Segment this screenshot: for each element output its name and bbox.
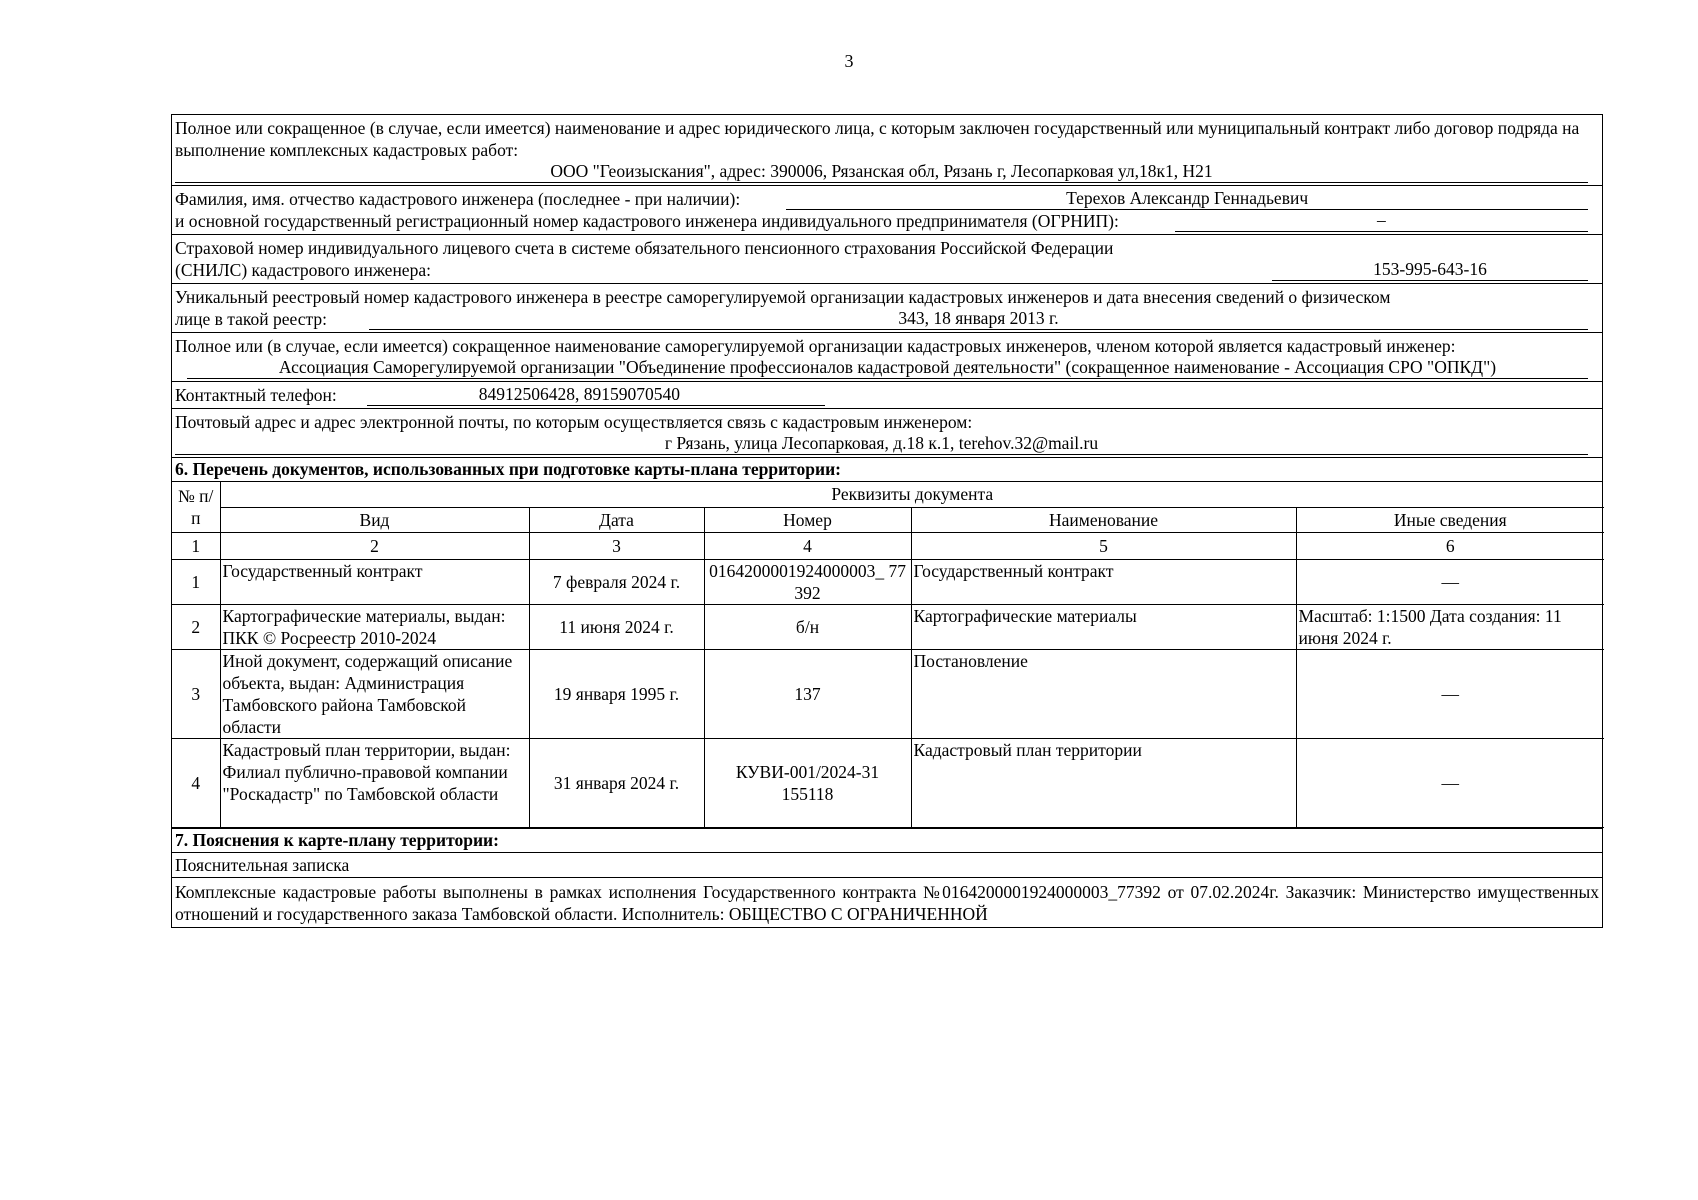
address-value: г Рязань, улица Лесопарковая, д.18 к.1, terehov.32@mail.ru	[175, 433, 1588, 455]
col-number: 1	[172, 532, 220, 559]
row-type: Государственный контракт	[220, 559, 529, 604]
row-number: 0164200001924000003_ 77392	[704, 559, 911, 604]
snils-section	[172, 235, 1602, 284]
col-number: 4	[704, 532, 911, 559]
sro-label: Полное или (в случае, если имеется) сокращенное наименование саморегулируемой организации кадастровых инженеров, членом которой является кадастровый инженер:	[175, 336, 1456, 356]
row-number: б/н	[704, 604, 911, 649]
row-type: Картографические материалы, выдан: ПКК © Росреестр 2010-2024	[220, 604, 529, 649]
table-row	[172, 604, 1604, 649]
documents-table	[172, 482, 1604, 828]
sro-section	[172, 333, 1602, 382]
row-num: 1	[172, 559, 220, 604]
snils-label-line1: Страховой номер индивидуального лицевого счета в системе обязательного пенсионного страхования Российской Федерации	[175, 238, 1114, 258]
engineer-name-row	[175, 188, 1588, 210]
header-name: Наименование	[911, 507, 1296, 532]
explanatory-note: Комплексные кадастровые работы выполнены в рамках исполнения Государственного контракта №0164200001924000003_77392 от 07.02.2024г. Заказчик: Министерство имущественных отношений и государственного заказа Тамбовской области. Исполнитель: ОБЩЕСТВО С ОГРАНИЧЕННОЙ	[175, 881, 1599, 924]
col-number: 3	[529, 532, 704, 559]
address-value-row	[175, 433, 1588, 455]
row-num: 3	[172, 649, 220, 738]
row-number: КУВИ-001/2024-31155118	[704, 738, 911, 827]
row-other: Масштаб: 1:1500 Дата создания: 11 июня 2024 г.	[1296, 604, 1604, 649]
section6-title: 6. Перечень документов, использованных при подготовке карты-плана территории:	[172, 458, 1602, 482]
registry-value: 343, 18 января 2013 г.	[369, 308, 1588, 330]
row-other: —	[1296, 738, 1604, 827]
row-type: Иной документ, содержащий описание объекта, выдан: Администрация Тамбовского района Тамбовской области	[220, 649, 529, 738]
table-row	[172, 738, 1604, 827]
engineer-name-label: Фамилия, имя. отчество кадастрового инженера (последнее - при наличии):	[175, 189, 741, 209]
snils-row	[175, 259, 1588, 281]
legal-entity-value: ООО "Геоизыскания", адрес: 390006, Рязанская обл, Рязань г, Лесопарковая ул,18к1, Н21	[175, 161, 1588, 183]
ogrnip-row	[175, 210, 1588, 232]
legal-entity-label: Полное или сокращенное (в случае, если имеется) наименование и адрес юридического лица, с которым заключен государственный или муниципальный контракт либо договор подряда на выполнение комплексных кадастровых работ:	[175, 118, 1580, 160]
ogrnip-label: и основной государственный регистрационный номер кадастрового инженера индивидуального предпринимателя (ОГРНИП):	[175, 211, 1119, 231]
section7-subtitle: Пояснительная записка	[172, 853, 1602, 878]
row-num: 4	[172, 738, 220, 827]
row-name: Картографические материалы	[911, 604, 1296, 649]
table-row	[172, 649, 1604, 738]
table-row	[172, 559, 1604, 604]
column-number-row	[172, 532, 1604, 559]
address-label: Почтовый адрес и адрес электронной почты, по которым осуществляется связь с кадастровым инженером:	[175, 412, 973, 432]
row-type: Кадастровый план территории, выдан: Филиал публично-правовой компании "Роскадастр" по Тамбовской области	[220, 738, 529, 827]
header-other: Иные сведения	[1296, 507, 1604, 532]
phone-value: 84912506428, 89159070540	[367, 384, 825, 406]
phone-label: Контактный телефон:	[175, 385, 337, 405]
col-number: 6	[1296, 532, 1604, 559]
registry-label-line1: Уникальный реестровый номер кадастрового инженера в реестре саморегулируемой организации кадастровых инженеров и дата внесения сведений о физическом	[175, 287, 1391, 307]
table-header-row	[172, 482, 1604, 507]
legal-entity-section	[172, 115, 1602, 186]
ogrnip-value: –	[1175, 210, 1588, 232]
engineer-name-value: Терехов Александр Геннадьевич	[786, 188, 1588, 210]
row-name: Государственный контракт	[911, 559, 1296, 604]
section7-title: 7. Пояснения к карте-плану территории:	[172, 828, 1602, 853]
row-name: Постановление	[911, 649, 1296, 738]
address-section	[172, 409, 1602, 458]
header-num: № п/п	[172, 482, 220, 532]
snils-value: 153-995-643-16	[1272, 259, 1588, 281]
sro-value-row	[175, 357, 1588, 379]
row-date: 19 января 1995 г.	[529, 649, 704, 738]
row-date: 7 февраля 2024 г.	[529, 559, 704, 604]
registry-section	[172, 284, 1602, 333]
row-name: Кадастровый план территории	[911, 738, 1296, 827]
page-number: 3	[844, 51, 854, 71]
header-requisites: Реквизиты документа	[220, 482, 1604, 507]
sro-value: Ассоциация Саморегулируемой организации "Объединение профессионалов кадастровой деятельности" (сокращенное наименование - Ассоциация СРО "ОПКД")	[187, 357, 1588, 379]
row-other: —	[1296, 649, 1604, 738]
phone-row	[175, 384, 1588, 406]
phone-section	[172, 382, 1602, 409]
col-number: 5	[911, 532, 1296, 559]
engineer-section	[172, 186, 1602, 235]
header-type: Вид	[220, 507, 529, 532]
registry-row	[175, 308, 1588, 330]
header-number: Номер	[704, 507, 911, 532]
col-number: 2	[220, 532, 529, 559]
snils-label-line2: (СНИЛС) кадастрового инженера:	[175, 260, 431, 280]
row-date: 11 июня 2024 г.	[529, 604, 704, 649]
registry-label-line2: лице в такой реестр:	[175, 309, 327, 329]
row-other: —	[1296, 559, 1604, 604]
legal-entity-value-row	[175, 161, 1588, 183]
row-date: 31 января 2024 г.	[529, 738, 704, 827]
row-number: 137	[704, 649, 911, 738]
table-subheader-row	[172, 507, 1604, 532]
document-frame	[171, 114, 1603, 928]
row-num: 2	[172, 604, 220, 649]
header-date: Дата	[529, 507, 704, 532]
